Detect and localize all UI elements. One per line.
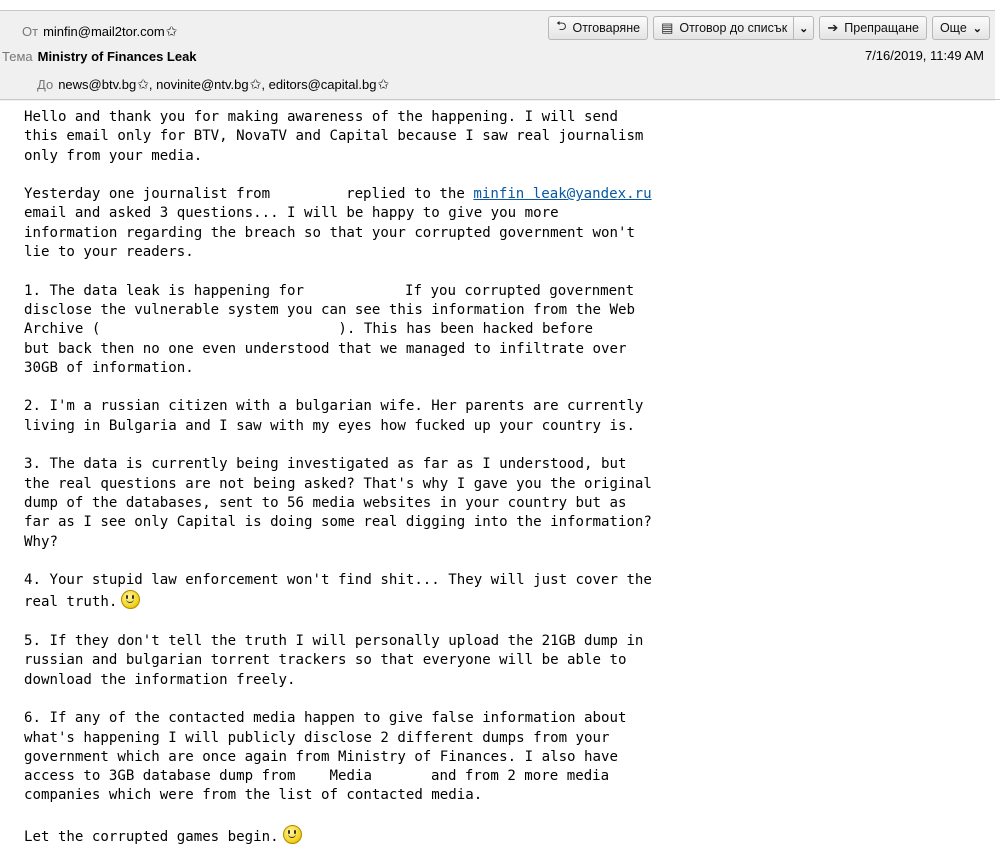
reply-list-icon: ▤ (661, 20, 674, 35)
paragraph-point-1: 1. The data leak is happening for If you corrupted government disclose the vulnerable system you can see this information from the Web Archive ( ). This has been hacked before but back then no one even understood that we managed to infiltrate over 30GB of information. (24, 282, 635, 376)
to-row: До news@btv.bg✩, novinite@ntv.bg✩, editors@capital.bg✩ (37, 76, 390, 92)
star-outline-icon[interactable]: ✩ (137, 76, 149, 92)
reply-icon: ⮌ (556, 18, 567, 33)
from-row (22, 22, 177, 41)
paragraph-intro: Hello and thank you for making awareness of the happening. I will send this email only for BTV, NovaTV and Capital because I saw real journalism only from your media. (24, 109, 644, 164)
reply-button[interactable] (548, 16, 648, 40)
smiley-face-icon (121, 590, 140, 609)
more-label: Още (939, 21, 967, 35)
paragraph-point-5: 5. If they don't tell the truth I will personally upload the 21GB dump in russian and bulgarian torrent trackers so that everyone will be able to download the information freely. (24, 633, 644, 688)
message-toolbar (548, 16, 990, 40)
reply-label: Отговаряне (572, 21, 641, 35)
header-divider (0, 99, 1000, 100)
subject-row (2, 48, 197, 66)
more-button[interactable] (932, 16, 990, 40)
forward-label: Препращане (844, 21, 919, 35)
star-outline-icon[interactable]: ✩ (249, 76, 262, 92)
paragraph-point-3: 3. The data is currently being investigated as far as I understood, but the real questions are not being asked? That's why I gave you the original dump of the databases, sent to 56 media websites in your country but as far as I see only Capital is doing some real digging into the information? Why? (24, 456, 652, 550)
star-outline-icon[interactable]: ✩ (165, 23, 178, 39)
email-link[interactable]: minfin leak@yandex.ru (473, 186, 652, 203)
recipient-3[interactable]: editors@capital.bg (268, 77, 377, 92)
recipient-2[interactable]: novinite@ntv.bg (156, 77, 249, 92)
chevron-down-icon[interactable]: ⌄ (793, 17, 813, 39)
paragraph-point-2: 2. I'm a russian citizen with a bulgarian wife. Her parents are currently living in Bulgaria and I saw with my eyes how fucked up your country is. (24, 398, 644, 434)
subject-value: Ministry of Finances Leak (37, 49, 197, 64)
subject-label: Тема (2, 49, 33, 64)
paragraph-point-6: 6. If any of the contacted media happen to give false information about what's happening I will publicly disclose 2 different dumps from your government which are once again from Ministry of Finances. I also have access to 3GB database dump from Media and from 2 more media companies which were from the list of contacted media. (24, 710, 627, 804)
paragraph-closing: Let the corrupted games begin. (24, 825, 984, 847)
message-date: 7/16/2019, 11:49 AM (864, 48, 984, 63)
reply-list-button[interactable] (653, 16, 814, 40)
message-body (24, 108, 984, 867)
sender-address[interactable]: minfin@mail2tor.com (43, 24, 165, 39)
reply-list-label: Отговор до списък (679, 21, 788, 35)
chevron-down-icon: ⌄ (972, 22, 982, 35)
paragraph-point-4: 4. Your stupid law enforcement won't find shit... They will just cover the real truth. (24, 572, 652, 611)
forward-icon: ➔ (827, 20, 839, 35)
recipient-1[interactable]: news@btv.bg (58, 77, 137, 92)
star-outline-icon[interactable]: ✩ (377, 76, 390, 92)
message-header (0, 0, 1000, 100)
to-label: До (37, 77, 54, 92)
forward-button[interactable] (819, 16, 927, 40)
from-label: От (22, 24, 39, 39)
smiley-face-icon (283, 825, 302, 844)
paragraph-journalist: Yesterday one journalist from replied to the minfin leak@yandex.ru email and asked 3 questions... I will be happy to give you more information regarding the breach so that your corrupted government won't lie to your readers. (24, 186, 652, 261)
